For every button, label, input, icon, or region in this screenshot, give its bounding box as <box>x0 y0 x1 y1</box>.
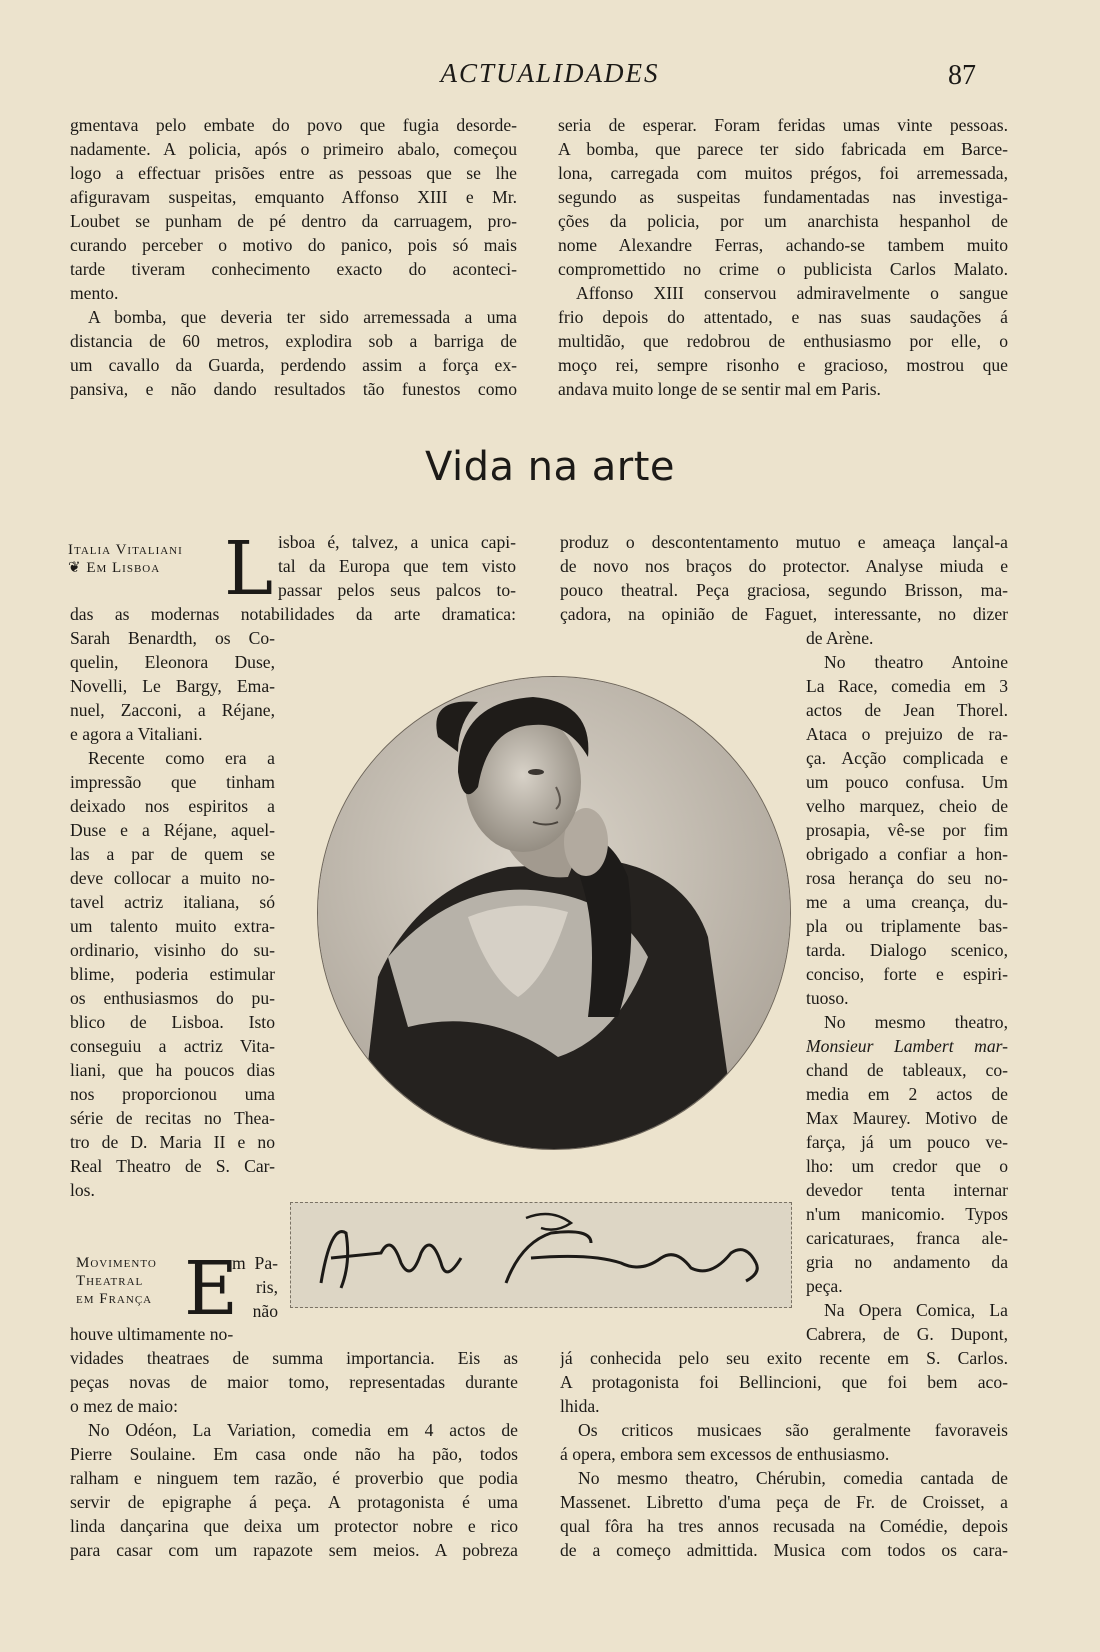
movimento-body <box>70 1322 518 1562</box>
text-line: A protagonista foi Bellincioni, que foi bem aco- <box>560 1372 1008 1392</box>
signature-image <box>290 1202 792 1308</box>
side-heading <box>76 1254 184 1308</box>
text-line: andava muito longe de se sentir mal em Paris. <box>558 379 881 399</box>
text-line: blico de Lisboa. Isto <box>70 1012 275 1032</box>
text-line: impressão que tinham <box>70 772 275 792</box>
text-line: deixado nos espiritos a <box>70 796 275 816</box>
text-line: devedor tenta internar <box>806 1180 1008 1200</box>
text-line: tro de D. Maria II e no <box>70 1132 275 1152</box>
portrait-illustration <box>318 677 790 1149</box>
text-line: tavel actriz italiana, só <box>70 892 275 912</box>
movimento-cap-lines <box>232 1251 278 1323</box>
text-line: Massenet. Libretto d'uma peça de Fr. de Croisset, a <box>560 1492 1008 1512</box>
text-line: Max Maurey. Motivo de <box>806 1108 1008 1128</box>
text-line: La Race, comedia em 3 <box>806 676 1008 696</box>
text-line: á opera, embora sem excessos de enthusiasmo. <box>560 1444 890 1464</box>
text-line: n'um manicomio. Typos <box>806 1204 1008 1224</box>
text-line: media em 2 actos de <box>806 1084 1008 1104</box>
text-line: tal da Europa que tem visto <box>278 556 516 576</box>
text-line: Cabrera, de G. Dupont, <box>806 1324 1008 1344</box>
text-line: logo a effectuar prisões entre as pessoas que se lhe <box>70 163 517 183</box>
text-line: Duse e a Réjane, aquel- <box>70 820 275 840</box>
ornament-icon: ❦ <box>68 560 87 576</box>
right-column-bottom <box>560 1346 1008 1562</box>
signature-scrawl <box>291 1203 791 1307</box>
text-line: de novo nos braços do protector. Analyse miuda e <box>560 556 1008 576</box>
text-line: blime, poderia estimular <box>70 964 275 984</box>
text-line: Novelli, Le Bargy, Ema- <box>70 676 275 696</box>
text-line: nadamente. A policia, após o primeiro abalo, começou <box>70 139 517 159</box>
text-line: ris, <box>256 1277 278 1297</box>
text-line: conciso, forte e espiri- <box>806 964 1008 984</box>
text-line: farça, já um pouco ve- <box>806 1132 1008 1152</box>
text-line: Pierre Soulaine. Em casa onde não ha pão, todos <box>70 1444 518 1464</box>
text-line: das as modernas notabilidades da arte dramatica: <box>70 604 516 624</box>
text-line: Monsieur Lambert mar- <box>806 1036 1008 1056</box>
text-line: ça. Acção complicada e <box>806 748 1008 768</box>
text-line: caricaturaes, franca ale- <box>806 1228 1008 1248</box>
text-line: No Odéon, La Variation, comedia em 4 actos de <box>88 1420 518 1440</box>
drop-cap: E <box>184 1246 239 1332</box>
text-line: para casar com um rapazote sem meios. A pobreza <box>70 1540 518 1560</box>
text-line: o mez de maio: <box>70 1396 178 1416</box>
text-line: me a uma creança, du- <box>806 892 1008 912</box>
text-line: curando perceber o motivo do panico, pois só mais <box>70 235 517 255</box>
text-line: ordinario, visinho do su- <box>70 940 275 960</box>
text-line: velho marquez, cheio de <box>806 796 1008 816</box>
italia-cap-lines <box>278 530 516 602</box>
text-line: actos de Jean Thorel. <box>806 700 1008 720</box>
text-line: gria no andamento da <box>806 1252 1008 1272</box>
text-line: lona, carregada com muitos prégos, foi arremessada, <box>558 163 1008 183</box>
text-line: gmentava pelo embate do povo que fugia desorde- <box>70 115 517 135</box>
text-line: qual fôra ha tres annos recusada na Comédie, depois <box>560 1516 1008 1536</box>
text-line: tuoso. <box>806 988 849 1008</box>
side-heading-line: ❦ Em Lisboa <box>68 560 161 576</box>
text-line: Os criticos musicaes são geralmente favoraveis <box>578 1420 1008 1440</box>
side-heading-line: Theatral <box>76 1273 144 1289</box>
running-head: ACTUALIDADES <box>440 58 660 88</box>
text-line: pla ou triplamente bas- <box>806 916 1008 936</box>
text-line: distancia de 60 metros, explodira sob a barriga de <box>70 331 517 351</box>
text-line: m Pa- <box>232 1253 278 1273</box>
page-number: 87 <box>948 60 976 91</box>
text-line: um cavallo da Guarda, perdendo assim a força ex- <box>70 355 517 375</box>
text-line: isboa é, talvez, a unica capi- <box>278 532 516 552</box>
text-line: série de recitas no Thea- <box>70 1108 275 1128</box>
text-line: um talento muito extra- <box>70 916 275 936</box>
text-line: conseguiu a actriz Vita- <box>70 1036 275 1056</box>
text-line: multidão, que redobrou de enthusiasmo por elle, o <box>558 331 1008 351</box>
text-line: No mesmo theatro, Chérubin, comedia cantada de <box>578 1468 1008 1488</box>
text-line: mento. <box>70 283 119 303</box>
text-line: peças novas de maior tomo, representadas durante <box>70 1372 518 1392</box>
text-line: las a par de quem se <box>70 844 275 864</box>
text-line: nos proporcionou uma <box>70 1084 275 1104</box>
top-right-column <box>558 113 1008 401</box>
section-title: Vida na arte <box>424 444 676 490</box>
text-line: houve ultimamente no- <box>70 1324 234 1344</box>
text-line: já conhecida pelo seu exito recente em S. Carlos. <box>560 1348 1008 1368</box>
text-line: los. <box>70 1180 95 1200</box>
text-line: Affonso XIII conservou admiravelmente o sangue <box>576 283 1008 303</box>
portrait-photo <box>317 676 791 1150</box>
right-column-narrow <box>806 626 1008 1346</box>
text-line: Sarah Benardth, os Co- <box>70 628 275 648</box>
text-line: Na Opera Comica, La <box>824 1300 1008 1320</box>
text-line: servir de epigraphe á peça. A protagonista é uma <box>70 1492 518 1512</box>
text-line: de a começo admittida. Musica com todos os cara- <box>560 1540 1008 1560</box>
text-line: passar pelos seus palcos to- <box>278 580 516 600</box>
drop-cap: L <box>224 526 274 612</box>
italia-narrow-column <box>70 626 275 1202</box>
italia-full-line <box>70 602 516 626</box>
text-line: segundo as suspeitas fundamentadas nas investiga- <box>558 187 1008 207</box>
text-line: Real Theatro de S. Car- <box>70 1156 275 1176</box>
text-line: lho: um credor que o <box>806 1156 1008 1176</box>
text-line: rosa herança do seu no- <box>806 868 1008 888</box>
text-line: No theatro Antoine <box>824 652 1008 672</box>
text-line: çadora, na opinião de Faguet, interessante, no dizer <box>560 604 1008 624</box>
text-line: pouco theatral. Peça graciosa, segundo Brisson, ma- <box>560 580 1008 600</box>
text-line: lhida. <box>560 1396 600 1416</box>
side-heading-line: Movimento <box>76 1255 157 1271</box>
text-line: linda dançarina que deixa um protector nobre e rico <box>70 1516 518 1536</box>
text-line: peça. <box>806 1276 843 1296</box>
side-heading-line: Italia Vitaliani <box>68 542 183 558</box>
text-line: quelin, Eleonora Duse, <box>70 652 275 672</box>
text-line: produz o descontentamento mutuo e ameaça lançal-a <box>560 532 1008 552</box>
side-heading <box>68 541 216 577</box>
text-line: um pouco confusa. Um <box>806 772 1008 792</box>
text-line: chand de tableaux, co- <box>806 1060 1008 1080</box>
text-line: obrigado a confiar a hon- <box>806 844 1008 864</box>
text-line: ralham e ninguem tem razão, é proverbio que podia <box>70 1468 518 1488</box>
text-line: e agora a Vitaliani. <box>70 724 203 744</box>
text-line: prosapia, vê-se por fim <box>806 820 1008 840</box>
text-line: afiguravam suspeitas, emquanto Affonso XIII e Mr. <box>70 187 517 207</box>
text-line: nome Alexandre Ferras, achando-se tambem muito <box>558 235 1008 255</box>
text-line: deve collocar a muito no- <box>70 868 275 888</box>
text-line: A bomba, que parece ter sido fabricada em Barce- <box>558 139 1008 159</box>
text-line: liani, que ha poucos dias <box>70 1060 275 1080</box>
side-heading-line: em França <box>76 1291 153 1307</box>
top-left-column <box>70 113 517 401</box>
text-line: No mesmo theatro, <box>824 1012 1008 1032</box>
text-line: Ataca o prejuizo de ra- <box>806 724 1008 744</box>
text-line: Loubet se punham de pé dentro da carruagem, pro- <box>70 211 517 231</box>
text-line: tarde tiveram conhecimento exacto do aconteci- <box>70 259 517 279</box>
text-line: compromettido no crime o publicista Carlos Malato. <box>558 259 1008 279</box>
text-line: A bomba, que deveria ter sido arremessada a uma <box>88 307 517 327</box>
right-column-top <box>560 530 1008 626</box>
text-line: pansiva, e não dando resultados tão funestos como <box>70 379 517 399</box>
text-line: seria de esperar. Foram feridas umas vinte pessoas. <box>558 115 1008 135</box>
text-line: frio depois do attentado, e nas suas saudações á <box>558 307 1008 327</box>
text-line: ções da policia, por um anarchista hespanhol de <box>558 211 1008 231</box>
text-line: vidades theatraes de summa importancia. Eis as <box>70 1348 518 1368</box>
text-line: Recente como era a <box>88 748 275 768</box>
text-line: de Arène. <box>806 628 874 648</box>
text-line: moço rei, sempre risonho e gracioso, mostrou que <box>558 355 1008 375</box>
text-line: nuel, Zacconi, a Réjane, <box>70 700 275 720</box>
text-line: não <box>252 1301 278 1321</box>
text-line: os enthusiasmos do pu- <box>70 988 275 1008</box>
text-line: tarda. Dialogo scenico, <box>806 940 1008 960</box>
